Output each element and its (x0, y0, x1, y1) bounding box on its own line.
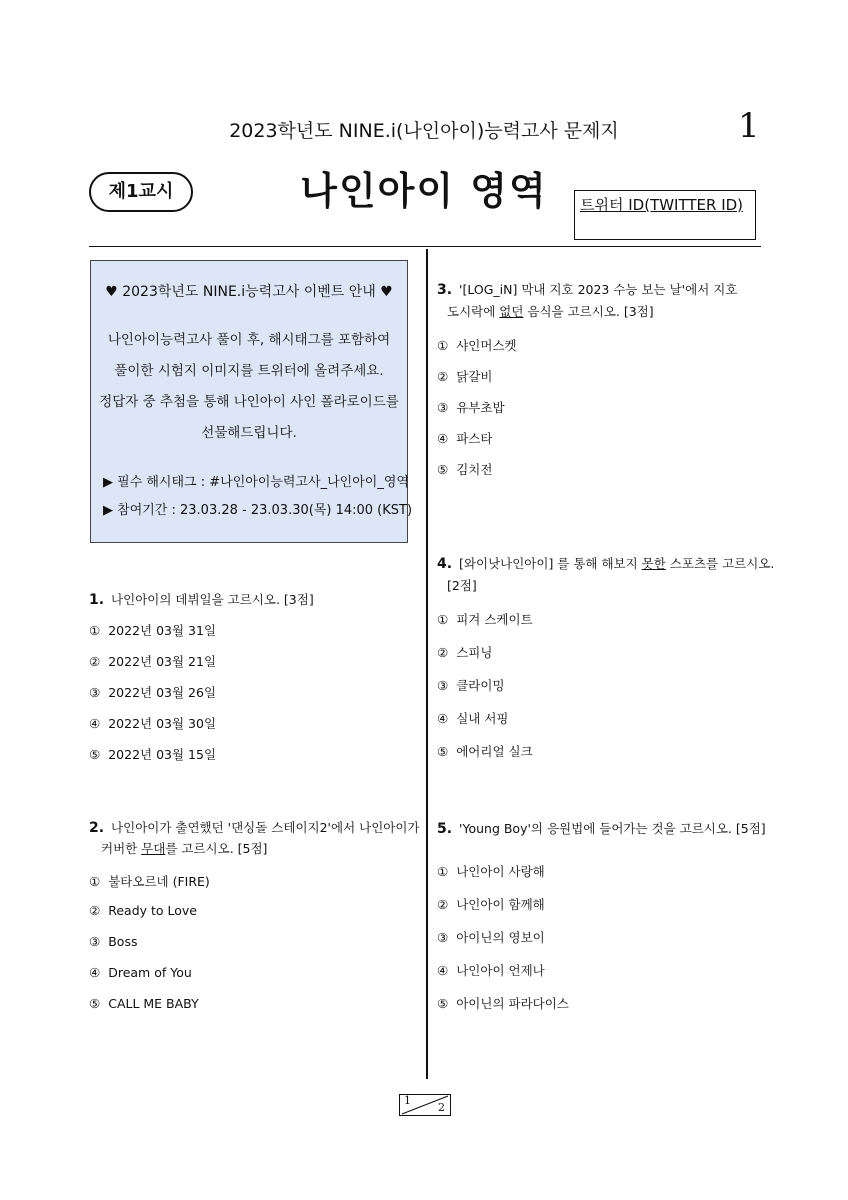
q4-option-4[interactable]: ④ 실내 서핑 (437, 711, 509, 726)
page-total: 2 (438, 1101, 445, 1114)
q5-option-5[interactable]: ⑤ 아이닌의 파라다이스 (437, 996, 569, 1011)
q2-option-5[interactable]: ⑤ CALL ME BABY (89, 996, 199, 1011)
question-text: 나인아이가 출연했던 '댄싱돌 스테이지2'에서 나인아이가 (111, 820, 420, 835)
event-notice-box (90, 260, 413, 543)
period-badge: 제1교시 (89, 172, 193, 212)
page-current: 1 (404, 1094, 411, 1107)
q3-option-3[interactable]: ③ 유부초밥 (437, 400, 505, 415)
event-period: ▶ 참여기간 : 23.03.28 - 23.03.30(목) 14:00 (KST) (103, 503, 413, 518)
q2-option-1[interactable]: ① 불타오르네 (FIRE) (89, 874, 210, 889)
q2-option-3[interactable]: ③ Boss (89, 934, 138, 949)
underlined-keyword: 못한 (641, 556, 666, 571)
question-1 (89, 590, 314, 608)
question-2 (89, 818, 420, 836)
question-3-line-2: 도시락에 없던 음식을 고르시오. [3점] (447, 304, 654, 319)
underlined-keyword: 무대 (141, 841, 166, 856)
subject-title: 나인아이 영역 (300, 169, 548, 213)
question-3 (437, 280, 737, 298)
q3-option-4[interactable]: ④ 파스타 (437, 431, 493, 446)
question-number: 2. (89, 820, 105, 836)
q2-option-2[interactable]: ② Ready to Love (89, 903, 198, 918)
q1-option-4[interactable]: ④ 2022년 03월 30일 (89, 716, 217, 731)
question-text: 'Young Boy'의 응원법에 들어가는 것을 고르시오. [5점] (459, 821, 766, 836)
q4-option-2[interactable]: ② 스피닝 (437, 645, 493, 660)
question-number: 4. (437, 556, 453, 572)
event-title: ♥ 2023학년도 NINE.i능력고사 이벤트 안내 ♥ (105, 284, 393, 300)
q5-option-4[interactable]: ④ 나인아이 언제나 (437, 963, 545, 978)
question-4: 4. [와이낫나인아이] 를 통해 해보지 못한 스포츠를 고르시오. (437, 556, 775, 572)
twitter-id-label: 트위터 ID(TWITTER ID) (580, 196, 744, 214)
question-4-line-2: [2점] (447, 578, 477, 593)
event-body-line: 정답자 중 추첨을 통해 나인아이 사인 폴라로이드를 (99, 394, 399, 410)
event-hashtag: ▶ 필수 해시태그 : #나인아이능력고사_나인아이_영역 (103, 475, 409, 490)
q1-option-2[interactable]: ② 2022년 03월 21일 (89, 654, 217, 669)
question-text: 나인아이의 데뷔일을 고르시오. [3점] (111, 592, 314, 607)
q5-option-1[interactable]: ① 나인아이 사랑해 (437, 864, 545, 879)
q4-option-5[interactable]: ⑤ 에어리얼 실크 (437, 744, 533, 759)
page-number: 1 (738, 106, 760, 146)
q1-option-1[interactable]: ① 2022년 03월 31일 (89, 623, 217, 638)
question-text: '[LOG_iN] 막내 지호 2023 수능 보는 날'에서 지호 (459, 282, 738, 297)
q2-option-4[interactable]: ④ Dream of You (89, 965, 192, 980)
event-body-line: 나인아이능력고사 풀이 후, 해시태그를 포함하여 (107, 332, 391, 348)
q1-option-5[interactable]: ⑤ 2022년 03월 15일 (89, 747, 217, 762)
event-body (91, 325, 407, 449)
q4-option-1[interactable]: ① 피겨 스케이트 (437, 612, 533, 627)
question-number: 5. (437, 821, 453, 837)
question-number: 3. (437, 282, 453, 298)
underlined-keyword: 없던 (499, 304, 524, 319)
q3-option-2[interactable]: ② 닭갈비 (437, 369, 493, 384)
event-body-line: 풀이한 시험지 이미지를 트위터에 올려주세요. (114, 363, 384, 379)
q3-option-5[interactable]: ⑤ 김치전 (437, 462, 493, 477)
event-body-line: 선물해드립니다. (201, 425, 297, 441)
q4-option-3[interactable]: ③ 클라이밍 (437, 678, 505, 693)
header-divider (89, 246, 761, 247)
q5-option-2[interactable]: ② 나인아이 함께해 (437, 897, 545, 912)
q3-option-1[interactable]: ① 샤인머스켓 (437, 338, 517, 353)
question-5 (437, 819, 766, 837)
exam-title: 2023학년도 NINE.i(나인아이)능력고사 문제지 (229, 120, 619, 142)
column-divider (426, 249, 428, 1079)
question-2-line-2: 커버한 무대를 고르시오. [5점] (101, 841, 268, 856)
question-number: 1. (89, 592, 105, 608)
q5-option-3[interactable]: ③ 아이닌의 영보이 (437, 930, 545, 945)
q1-option-3[interactable]: ③ 2022년 03월 26일 (89, 685, 217, 700)
